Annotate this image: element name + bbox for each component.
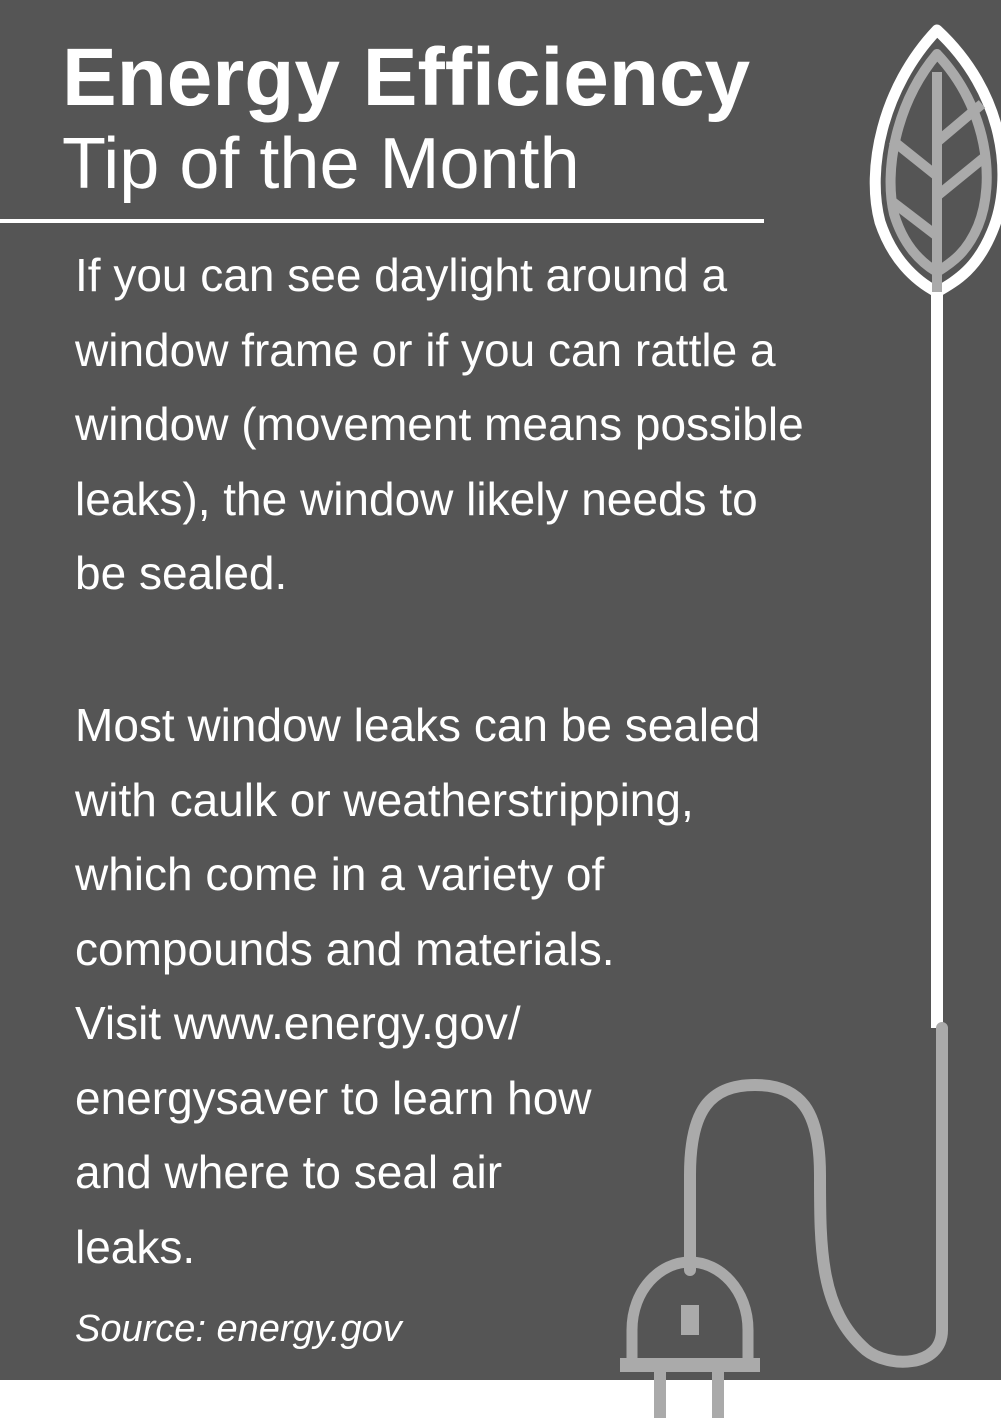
page-title: Energy Efficiency <box>62 32 751 123</box>
paragraph-line: Most window leaks can be sealed <box>75 699 761 751</box>
source-credit: Source: energy.gov <box>75 1308 402 1350</box>
paragraph-line: window frame or if you can rattle a <box>75 323 776 376</box>
paragraph-line: If you can see daylight around a <box>75 249 728 301</box>
paragraph-line: which come in a variety of <box>75 848 605 900</box>
tip-paragraph-1 <box>75 238 804 611</box>
tip-paragraph-2 <box>75 688 760 1284</box>
paragraph-line: Visit www.energy.gov/ <box>75 997 521 1049</box>
title-divider <box>0 219 764 223</box>
paragraph-line: leaks. <box>75 1220 196 1273</box>
paragraph-line: energysaver to learn how <box>75 1071 592 1124</box>
paragraph-line: be sealed. <box>75 547 288 599</box>
paragraph-line: compounds and materials. <box>75 922 615 975</box>
paragraph-line: and where to seal air <box>75 1146 503 1198</box>
page-subtitle: Tip of the Month <box>62 124 580 204</box>
bottom-margin <box>0 1380 1001 1418</box>
paragraph-line: window (movement means possible <box>75 398 804 450</box>
paragraph-line: leaks), the window likely needs to <box>75 472 758 525</box>
paragraph-line: with caulk or weatherstripping, <box>75 773 694 826</box>
